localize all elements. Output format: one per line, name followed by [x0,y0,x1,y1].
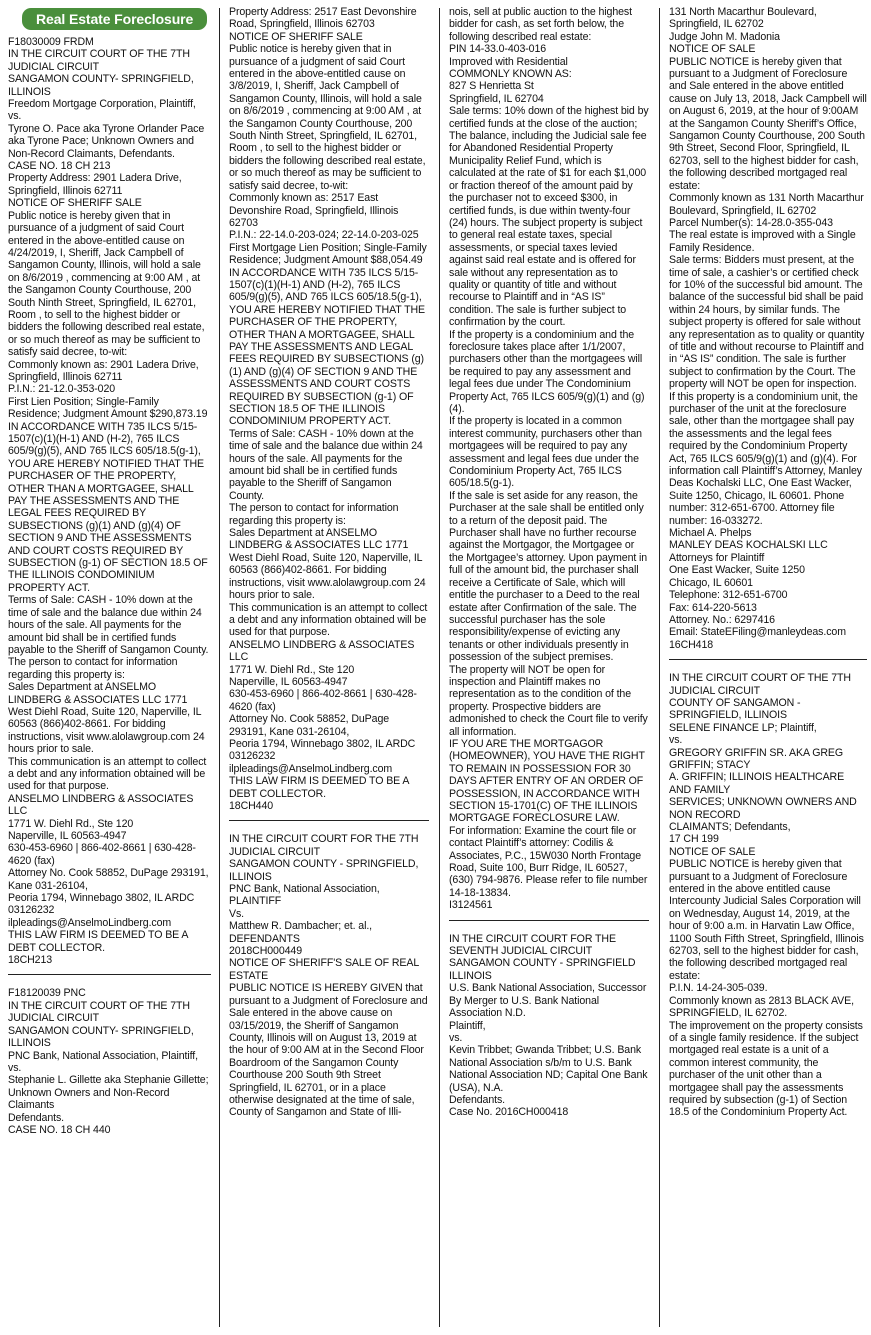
notice: IN THE CIRCUIT COURT FOR THE SEVENTH JUDICIAL CIRCUIT SANGAMON COUNTY - SPRINGFIELD ILLINOIS U.S. Bank National Association, Successor By Merger to U.S. Bank National Association N.D. Plaintiff, vs. Kevin Tribbet; Gwanda Tribbet; U.S. Bank National Association s/b/m to U.S. Bank National Association ND; Capital One Bank (USA), N.A. Defendants. Case No. 2016CH000418 [449,932,648,1119]
column-4 [669,6,867,1329]
notice: Property Address: 2517 East Devonshire Road, Springfield, Illinois 62703 NOTICE OF SHERIFF SALE Public notice is hereby given that in pursuance of a judgment of said Court entered in the above-entitled cause on 3/8/2019, I, Sheriff, Jack Campbell of Sangamon County, Illinois, will hold a sale on 8/6/2019 , commencing at 9:00 AM , at the Sangamon County Courthouse, 200 South Ninth Street, Springfield, IL 62701, Room , to sell to the highest bidder or bidders the following described real estate, or so much thereof as may be sufficient to satisfy said decree, to-wit: Commonly known as: 2517 East Devonshire Road, Springfield, Illinois 62703 P.I.N.: 22-14.0-203-024; 22-14.0-203-025 First Mortgage Lien Position; Single-Family Residence; Judgment Amount $88,054.49 IN ACCORDANCE WITH 735 ILCS 5/15-1507(c)(1)(H-1) AND (H-2), 765 ILCS 605/9(g)(5), AND 765 ILCS 605/18.5(g-1), YOU ARE HEREBY NOTIFIED THAT THE PURCHASER OF THE PROPERTY, OTHER THAN A MORTGAGEE, SHALL PAY THE ASSESSMENTS AND LEGAL FEES REQUIRED BY SUBSECTIONS (g)(1) AND (g)(4) OF SECTION 9 AND THE ASSESSMENTS AND COURT COSTS REQUIRED BY SUBSECTION (g-1) OF SECTION 18.5 OF THE ILLINOIS CONDOMINIUM PROPERTY ACT. Terms of Sale: CASH - 10% down at the time of sale and the balance due within 24 hours of the sale. All payments for the amount bid shall be in certified funds payable to the Sheriff of Sangamon County. The person to contact for information regarding this property is: Sales Department at ANSELMO LINDBERG & ASSOCIATES LLC 1771 West Diehl Road, Suite 120, Naperville, IL 60563 (866)402-8661. For bidding instructions, visit www.alolawgroup.com 24 hours prior to sale. This communication is an attempt to collect a debt and any information obtained will be used for that purpose. ANSELMO LINDBERG & ASSOCIATES LLC 1771 W. Diehl Rd., Ste 120 Naperville, IL 60563-4947 630-453-6960 | 866-402-8661 | 630-428-4620 (fax) Attorney No. Cook 58852, DuPage 293191, Kane 031-26104, Peoria 1794, Winnebago 3802, IL ARDC 03126232 ilpleadings@AnselmoLindberg.com THIS LAW FIRM IS DEEMED TO BE A DEBT COLLECTOR. 18CH440 [229,6,428,812]
notice-divider [8,974,211,975]
column-3 [449,6,649,1329]
column-rule [219,8,220,1327]
column-1 [8,6,211,1329]
section-header: Real Estate Foreclosure [22,8,207,30]
column-rule [439,8,440,1327]
column-rule [659,8,660,1327]
notice: F18030009 FRDM IN THE CIRCUIT COURT OF THE 7TH JUDICIAL CIRCUIT SANGAMON COUNTY- SPRINGFIELD, ILLINOIS Freedom Mortgage Corporation, Plaintiff, vs. Tyrone O. Pace aka Tyrone Orlander Pace aka Tyrone Pace; Unknown Owners and Non-Record Claimants, Defendants. CASE NO. 18 CH 213 Property Address: 2901 Ladera Drive, Springfield, Illinois 62711 NOTICE OF SHERIFF SALE Public notice is hereby given that in pursuance of a judgment of said Court entered in the above-entitled cause on 4/24/2019, I, Sheriff, Jack Campbell of Sangamon County, Illinois, will hold a sale on 8/6/2019 , commencing at 9:00 AM , at the Sangamon County Courthouse, 200 South Ninth Street, Springfield, IL 62701, Room , to sell to the highest bidder or bidders the following described real estate, or so much thereof as may be sufficient to satisfy said decree, to-wit: Commonly known as: 2901 Ladera Drive, Springfield, Illinois 62711 P.I.N.: 21-12.0-353-020 First Lien Position; Single-Family Residence; Judgment Amount $290,873.19 IN ACCORDANCE WITH 735 ILCS 5/15-1507(c)(1)(H-1) AND (H-2), 765 ILCS 605/9(g)(5), AND 765 ILCS 605/18.5(g-1), YOU ARE HEREBY NOTIFIED THAT THE PURCHASER OF THE PROPERTY, OTHER THAN A MORTGAGEE, SHALL PAY THE ASSESSMENTS AND THE LEGAL FEES REQUIRED BY SUBSECTIONS (g)(1) AND (g)(4) OF SECTION 9 AND THE ASSESSMENTS AND COURT COSTS REQUIRED BY SUBSECTION (g-1) OF SECTION 18.5 OF THE ILLINOIS CONDOMINIUM PROPERTY ACT. Terms of Sale: CASH - 10% down at the time of sale and the balance due within 24 hours of the sale. All payments for the amount bid shall be in certified funds payable to the Sheriff of Sangamon County. The person to contact for information regarding this property is: Sales Department at ANSELMO LINDBERG & ASSOCIATES LLC 1771 West Diehl Road, Suite 120, Naperville, IL 60563 (866)402-8661. For bidding instructions, visit www.alolawgroup.com 24 hours prior to sale. This communication is an attempt to collect a debt and any information obtained will be used for that purpose. ANSELMO LINDBERG & ASSOCIATES LLC 1771 W. Diehl Rd., Ste 120 Naperville, IL 60563-4947 630-453-6960 | 866-402-8661 | 630-428-4620 (fax) Attorney No. Cook 58852, DuPage 293191, Kane 031-26104, Peoria 1794, Winnebago 3802, IL ARDC 03126232 ilpleadings@AnselmoLindberg.com THIS LAW FIRM IS DEEMED TO BE A DEBT COLLECTOR. 18CH213 [8,36,209,967]
notice-divider [229,820,429,821]
notice: IN THE CIRCUIT COURT OF THE 7TH JUDICIAL CIRCUIT COUNTY OF SANGAMON - SPRINGFIELD, ILLINOIS SELENE FINANCE LP; Plaintiff, vs. GREGORY GRIFFIN SR. AKA GREG GRIFFIN; STACY A. GRIFFIN; ILLINOIS HEALTHCARE AND FAMILY SERVICES; UNKNOWN OWNERS AND NON RECORD CLAIMANTS; Defendants, 17 CH 199 NOTICE OF SALE PUBLIC NOTICE is hereby given that pursuant to a Judgment of Foreclosure entered in the above entitled cause Intercounty Judicial Sales Corporation will on Wednesday, August 14, 2019, at the hour of 9:00 a.m. in Harvatin Law Office, 1100 South Fifth Street, Springfield, Illinois 62703, sell to the highest bidder for cash, the following described mortgaged real estate: P.I.N. 14-24-305-039. Commonly known as 2813 BLACK AVE, SPRINGFIELD, IL 62702. The improvement on the property consists of a single family residence. If the subject mortgaged real estate is a unit of a common interest community, the purchaser of the unit other than a mortgagee shall pay the assessments required by subsection (g-1) of Section 18.5 of the Condominium Property Act. [669,672,864,1119]
notice: IN THE CIRCUIT COURT FOR THE 7TH JUDICIAL CIRCUIT SANGAMON COUNTY - SPRINGFIELD, ILLINOIS PNC Bank, National Association, PLAINTIFF Vs. Matthew R. Dambacher; et. al., DEFENDANTS 2018CH000449 NOTICE OF SHERIFF'S SALE OF REAL ESTATE PUBLIC NOTICE IS HEREBY GIVEN that pursuant to a Judgment of Foreclosure and Sale entered in the above cause on 03/15/2019, the Sheriff of Sangamon County, Illinois will on August 13, 2019 at the hour of 9:00 AM at in the Second Floor Boardroom of the Sangamon County Courthouse 200 South 9th Street Springfield, IL 62701, or in a place otherwise designated at the time of sale, County of Sangamon and State of Illi- [229,833,428,1119]
notice-divider [669,659,867,660]
notice: nois, sell at public auction to the highest bidder for cash, as set forth below, the following described real estate: PIN 14-33.0-403-016 Improved with Residential COMMONLY KNOWN AS: 827 S Henrietta St Springfield, IL 62704 Sale terms: 10% down of the highest bid by certified funds at the close of the auction; The balance, including the Judicial sale fee for Abandoned Residential Property Municipality Relief Fund, which is calculated at the rate of $1 for each $1,000 or fraction thereof of the amount paid by the purchaser not to exceed $300, in certified funds, is due within twenty-four (24) hours. The subject property is subject to general real estate taxes, special assessments, or special taxes levied against said real estate and is offered for sale without any representation as to quality or quantity of title and without recourse to Plaintiff and in “AS IS” condition. The sale is further subject to confirmation by the court. If the property is a condominium and the foreclosure takes place after 1/1/2007, purchasers other than the mortgagees will be required to pay any assessment and legal fees due under The Condominium Property Act, 765 ILCS 605/9(g)(1) and (g)(4). If the property is located in a common interest community, purchasers other than mortgagees will be required to pay any assessment and legal fees due under the Condominium Property Act, 765 ILCS 605/18.5(g-1). If the sale is set aside for any reason, the Purchaser at the sale shall be entitled only to a return of the deposit paid. The Purchaser shall have no further recourse against the Mortgagor, the Mortgagee or the Mortgagee’s attorney. Upon payment in full of the amount bid, the purchaser shall receive a Certificate of Sale, which will entitle the purchaser to a Deed to the real estate after Confirmation of the sale. The successful purchaser has the sole responsibility/expense of evicting any tenants or other individuals presently in possession of the subject premises. The property will NOT be open for inspection and Plaintiff makes no representation as to the condition of the property. Prospective bidders are admonished to check the Court file to verify all information. IF YOU ARE THE MORTGAGOR (HOMEOWNER), YOU HAVE THE RIGHT TO REMAIN IN POSSESSION FOR 30 DAYS AFTER ENTRY OF AN ORDER OF POSSESSION, IN ACCORDANCE WITH SECTION 15-1701(C) OF THE ILLINOIS MORTGAGE FORECLOSURE LAW. For information: Examine the court file or contact Plaintiff’s attorney: Codilis & Associates, P.C., 15W030 North Frontage Road, Suite 100, Burr Ridge, IL 60527, (630) 794-9876. Please refer to file number 14-18-13834. I3124561 [449,6,649,912]
column-2 [229,6,429,1329]
notice: F18120039 PNC IN THE CIRCUIT COURT OF THE 7TH JUDICIAL CIRCUIT SANGAMON COUNTY- SPRINGFIELD, ILLINOIS PNC Bank, National Association, Plaintiff, vs. Stephanie L. Gillette aka Stephanie Gillette; Unknown Owners and Non-Record Claimants Defendants. CASE NO. 18 CH 440 [8,987,209,1136]
notice-divider [449,920,649,921]
notice: 131 North Macarthur Boulevard, Springfield, IL 62702 Judge John M. Madonia NOTICE OF SALE PUBLIC NOTICE is hereby given that pursuant to a Judgment of Foreclosure and Sale entered in the above entitled cause on July 13, 2018, Jack Campbell will on August 6, 2019, at the hour of 9:00AM at the Sangamon County Sheriff’s Office, Sangamon County Courthouse, 200 South 9th Street, Second Floor, Springfield, IL 62703, sell to the highest bidder for cash, the following described mortgaged real estate: Commonly known as 131 North Macarthur Boulevard, Springfield, IL 62702 Parcel Number(s): 14-28.0-355-043 The real estate is improved with a Single Family Residence. Sale terms: Bidders must present, at the time of sale, a cashier’s or certified check for 10% of the successful bid amount. The balance of the successful bid shall be paid within 24 hours, by similar funds. The subject property is offered for sale without any representation as to quality or quantity of title and without recourse to Plaintiff and in “AS IS” condition. The sale is further subject to confirmation by the Court. The property will NOT be open for inspection. If this property is a condominium unit, the purchaser of the unit at the foreclosure sale, other than the mortgagee shall pay the assessments and the legal fees required by the Condominium Property Act, 765 ILCS 605/9(g)(1) and (g)(4). For information call Plaintiff’s Attorney, Manley Deas Kochalski LLC, One East Wacker, Suite 1250, Chicago, IL 60601. Phone number: 312-651-6700. Attorney file number: 16-033272. Michael A. Phelps MANLEY DEAS KOCHALSKI LLC Attorneys for Plaintiff One East Wacker, Suite 1250 Chicago, IL 60601 Telephone: 312-651-6700 Fax: 614-220-5613 Attorney. No.: 6297416 Email: StateEFiling@manleydeas.com 16CH418 [669,6,867,651]
